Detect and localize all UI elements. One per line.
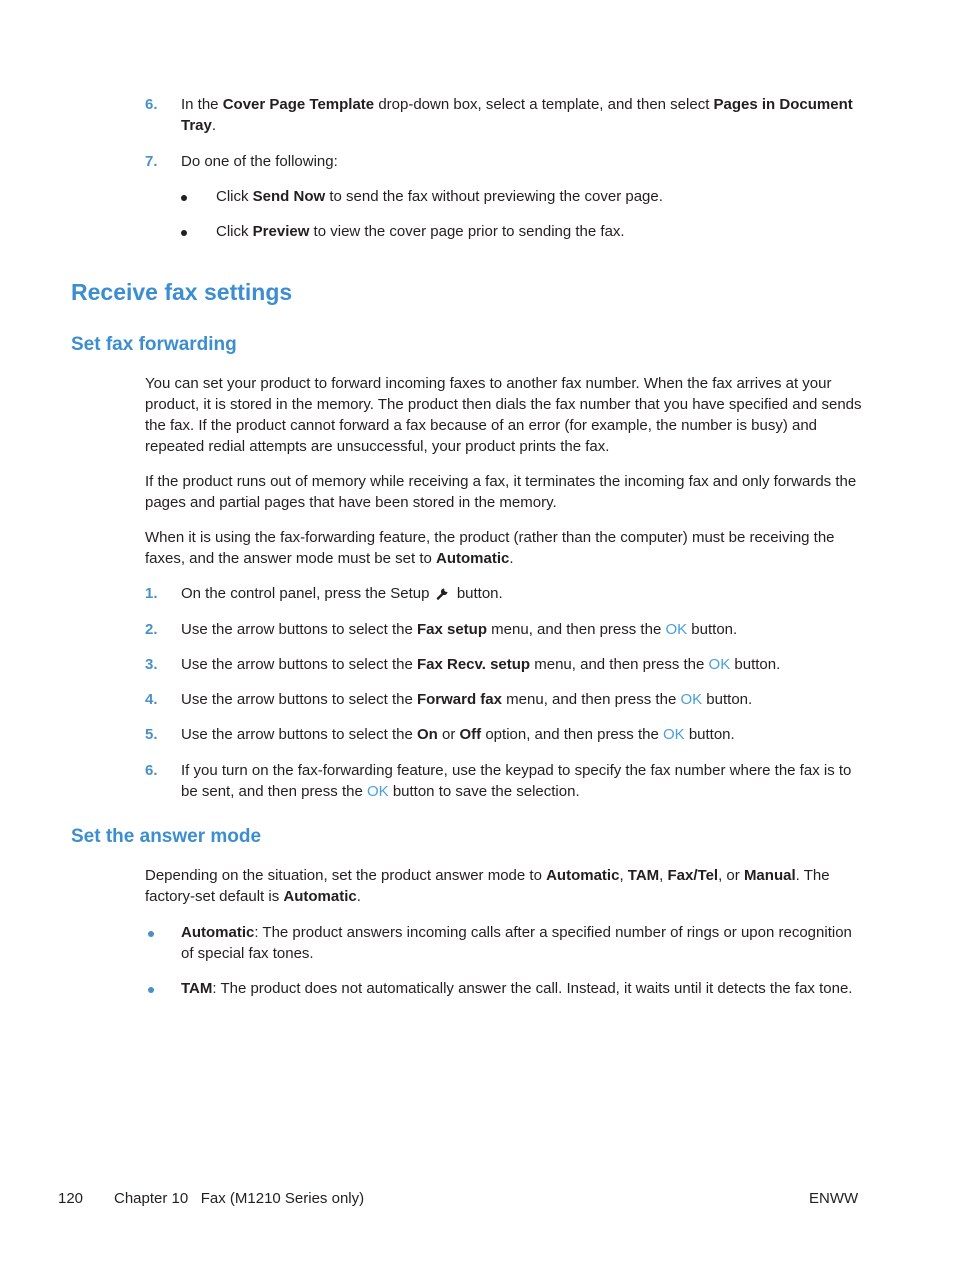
step-number: 4. — [145, 691, 158, 708]
bullet-icon — [181, 195, 187, 201]
list-item: Click Preview to view the cover page prior to sending the fax. — [216, 223, 625, 240]
step-6-text: In the Cover Page Template drop-down box, select a template, and then select Pages in Document Tray. — [181, 96, 853, 134]
step-7-text: Do one of the following: — [181, 153, 338, 170]
list-item: Click Send Now to send the fax without previewing the cover page. — [216, 188, 663, 205]
step-2-text: Use the arrow buttons to select the Fax setup menu, and then press the OK button. — [181, 621, 738, 638]
step-number: 6. — [145, 96, 158, 113]
step-5-text: Use the arrow buttons to select the On or Off option, and then press the OK button. — [181, 726, 735, 743]
wrench-icon — [436, 585, 451, 606]
step-number: 6. — [145, 762, 158, 779]
step-number: 7. — [145, 153, 158, 170]
step-1-text: On the control panel, press the Setup button. — [181, 583, 861, 606]
subsection-title: Set fax forwarding — [71, 334, 237, 355]
chapter-title: Chapter 10 Fax (M1210 Series only) — [114, 1190, 365, 1207]
list-item: Automatic: The product answers incoming calls after a specified number of rings or upon recognition of special fax tones. — [181, 924, 852, 962]
step-3-text: Use the arrow buttons to select the Fax Recv. setup menu, and then press the OK button. — [181, 656, 781, 673]
step-number: 3. — [145, 656, 158, 673]
step-number: 1. — [145, 585, 158, 602]
paragraph: You can set your product to forward incoming faxes to another fax number. When the fax arrives at your product, it is stored in the memory. The product then dials the fax number that you have specified and sends the fax. If the product cannot forward a fax because of an error (for example, the number is busy) and repeated redial attempts are unsuccessful, your product prints the fax. — [145, 375, 862, 455]
bullet-icon — [148, 931, 154, 937]
page-number: 120 — [58, 1190, 84, 1207]
subsection-title: Set the answer mode — [71, 826, 262, 847]
bullet-icon — [181, 230, 187, 236]
bullet-icon — [148, 987, 154, 993]
section-title: Receive fax settings — [71, 279, 293, 305]
step-number: 2. — [145, 621, 158, 638]
paragraph: When it is using the fax-forwarding feature, the product (rather than the computer) must be receiving the faxes, and the answer mode must be set to Automatic. — [145, 529, 835, 567]
step-4-text: Use the arrow buttons to select the Forward fax menu, and then press the OK button. — [181, 691, 753, 708]
step-number: 5. — [145, 726, 158, 743]
doc-code: ENWW — [809, 1190, 859, 1207]
paragraph: If the product runs out of memory while receiving a fax, it terminates the incoming fax and only forwards the pages and partial pages that have been stored in the memory. — [145, 473, 857, 511]
paragraph: Depending on the situation, set the product answer mode to Automatic, TAM, Fax/Tel, or Manual. The factory-set default is Automatic. — [145, 867, 830, 905]
list-item: TAM: The product does not automatically answer the call. Instead, it waits until it detects the fax tone. — [181, 980, 853, 997]
step-6-text: If you turn on the fax-forwarding feature, use the keypad to specify the fax number where the fax is to be sent, and then press the OK button to save the selection. — [181, 762, 852, 800]
